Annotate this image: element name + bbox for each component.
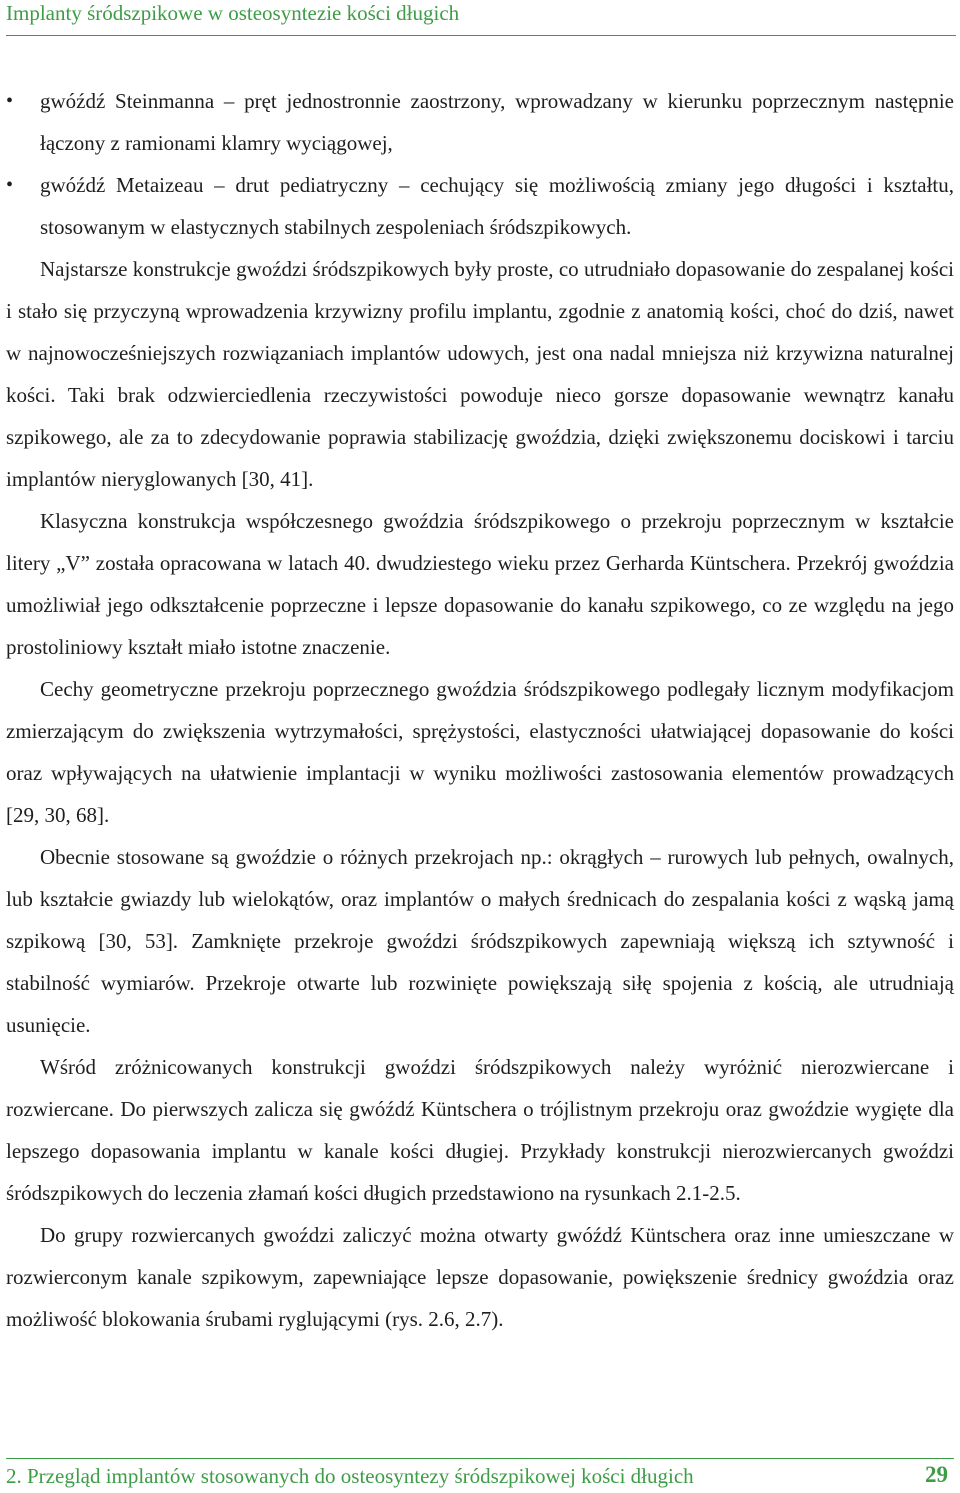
paragraph: Klasyczna konstrukcja współczesnego gwoździa śródszpikowego o przekroju poprzecznym w kształcie litery „V” została opracowana w latach 40. dwudziestego wieku przez Gerharda Küntschera. Przekrój gwoździa umożliwiał jego odkształcenie poprzeczne i lepsze dopasowanie do kanału szpikowego, co ze względu na jego prostoliniowy kształt miało istotne znaczenie. bbox=[6, 509, 954, 659]
header-divider bbox=[6, 35, 956, 36]
paragraph: Wśród zróżnicowanych konstrukcji gwoździ śródszpikowych należy wyróżnić nierozwiercane i rozwiercane. Do pierwszych zalicza się gwóźdź Küntschera o trójlistnym przekroju oraz gwoździe wygięte dla lepszego dopasowania implantu w kanale kości długiej. Przykłady konstrukcji nierozwiercanych gwoździ śródszpikowych do leczenia złamań kości długich przedstawiono na rysunkach 2.1-2.5. bbox=[6, 1055, 954, 1205]
running-title: Implanty śródszpikowe w osteosyntezie kości długich bbox=[6, 1, 460, 25]
list-item bbox=[6, 80, 954, 164]
page-header bbox=[6, 0, 956, 37]
page-footer bbox=[6, 1455, 954, 1493]
paragraph: Cechy geometryczne przekroju poprzecznego gwoździa śródszpikowego podlegały licznym modyfikacjom zmierzającym do zwiększenia wytrzymałości, sprężystości, elastyczności ułatwiającej dopasowanie do kości oraz wpływających na ułatwienie implantacji w wyniku możliwości zastosowania elementów prowadzących [29, 30, 68]. bbox=[6, 677, 954, 827]
page-number: 29 bbox=[925, 1462, 948, 1487]
bullet-list bbox=[6, 80, 954, 248]
list-item-text: gwóźdź Metaizeau – drut pediatryczny – cechujący się możliwością zmiany jego długości i kształtu, stosowanym w elastycznych stabilnych zespoleniach śródszpikowych. bbox=[40, 173, 954, 239]
list-item bbox=[6, 164, 954, 248]
paragraph: Obecnie stosowane są gwoździe o różnych przekrojach np.: okrągłych – rurowych lub pełnych, owalnych, lub kształcie gwiazdy lub wielokątów, oraz implantów o małych średnicach do zespalania kości z wąską jamą szpikową [30, 53]. Zamknięte przekroje gwoździ śródszpikowych zapewniają większą ich sztywność i stabilność wymiarów. Przekroje otwarte lub rozwinięte powiększają siłę spojenia z kością, ale utrudniają usunięcie. bbox=[6, 845, 954, 1037]
chapter-title: 2. Przegląd implantów stosowanych do osteosyntezy śródszpikowej kości długich bbox=[6, 1464, 694, 1488]
list-item-text: gwóźdź Steinmanna – pręt jednostronnie zaostrzony, wprowadzany w kierunku poprzecznym następnie łączony z ramionami klamry wyciągowej, bbox=[40, 89, 954, 155]
paragraph: Do grupy rozwiercanych gwoździ zaliczyć można otwarty gwóźdź Küntschera oraz inne umieszczane w rozwierconym kanale szpikowym, zapewniające lepsze dopasowanie, powiększenie średnicy gwoździa oraz możliwość blokowania śrubami ryglującymi (rys. 2.6, 2.7). bbox=[6, 1223, 954, 1331]
bullet-icon: • bbox=[6, 90, 14, 112]
page-body bbox=[6, 80, 954, 1340]
footer-divider bbox=[6, 1458, 954, 1459]
bullet-icon: • bbox=[6, 174, 14, 196]
paragraph: Najstarsze konstrukcje gwoździ śródszpikowych były proste, co utrudniało dopasowanie do zespalanej kości i stało się przyczyną wprowadzenia krzywizny profilu implantu, zgodnie z anatomią kości, choć do dziś, nawet w najnowocześniejszych rozwiązaniach implantów udowych, jest ona nadal mniejsza niż krzywizna naturalnej kości. Taki brak odzwierciedlenia rzeczywistości powoduje nieco gorsze dopasowanie wewnątrz kanału szpikowego, ale za to zdecydowanie poprawia stabilizację gwoździa, dzięki zwiększonemu dociskowi i tarciu implantów nieryglowanych [30, 41]. bbox=[6, 257, 954, 491]
